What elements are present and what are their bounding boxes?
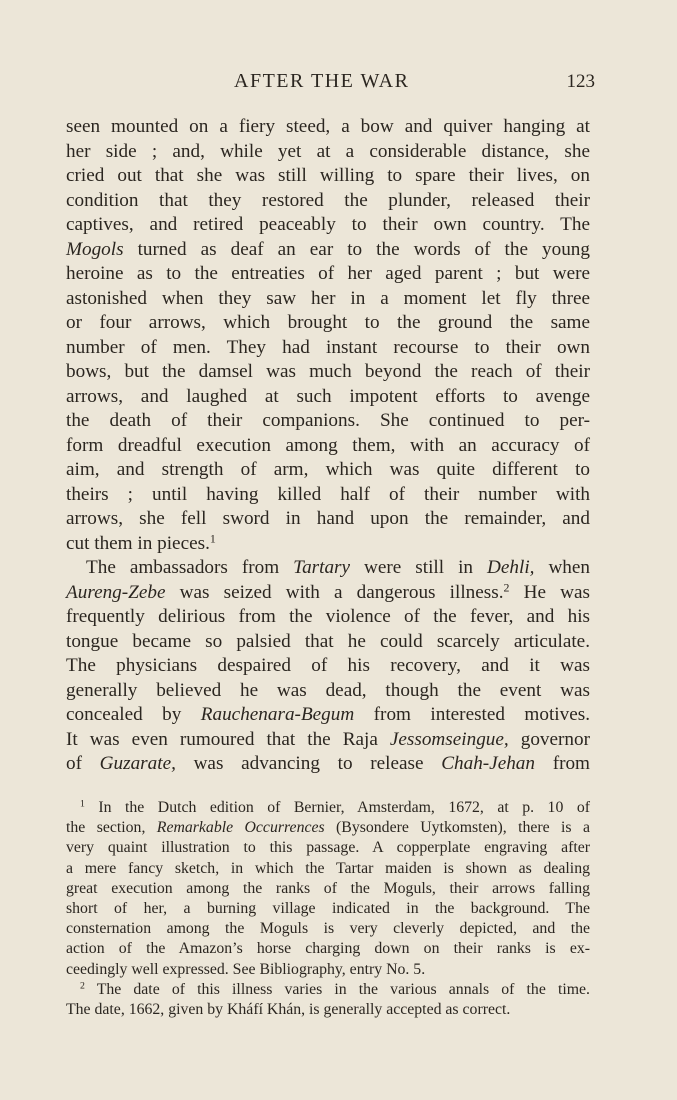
body-line: [66, 532, 590, 557]
footnote-text: (Bysondere Uytkomsten), there is a: [324, 819, 590, 837]
body-line: [66, 189, 590, 214]
body-text: Jessomseingue,: [389, 728, 509, 750]
running-head: AFTER THE WAR: [234, 70, 410, 92]
body-text: astonished when they saw her in a moment let fly three: [66, 287, 590, 309]
body-line: [66, 115, 590, 140]
body-text: of: [66, 753, 100, 774]
footnote-line: [66, 838, 590, 858]
body-text: tongue became so palsied that he could scarcely articulate.: [66, 630, 590, 652]
body-text: The physicians despaired of his recovery, and it was: [66, 655, 590, 676]
body-line: [66, 213, 590, 238]
body-line: [66, 728, 590, 753]
body-line: [66, 311, 590, 336]
body-line: [66, 238, 590, 263]
body-line: [66, 605, 590, 630]
body-text: governor: [508, 728, 590, 750]
body-line: [66, 483, 590, 508]
page-header: [0, 68, 677, 98]
body-line: [66, 581, 590, 606]
body-text: when: [534, 557, 591, 578]
body-text: captives, and retired peaceably to their own country. The: [66, 214, 590, 235]
body-text: the death of their companions. She continued to per-: [66, 410, 590, 431]
body-line: [66, 703, 590, 728]
body-text: generally believed he was dead, though the event was: [66, 679, 590, 701]
footnote-text: a mere fancy sketch, in which the Tartar maiden is shown as dealing: [66, 859, 590, 877]
body-text: her side ; and, while yet at a considerable distance, she: [66, 140, 590, 162]
body-text: bows, but the damsel was much beyond the reach of their: [66, 361, 590, 382]
footnote-line: [66, 1000, 590, 1020]
footnote-line: [66, 818, 590, 838]
footnote-line: [66, 919, 590, 939]
body-text: condition that they restored the plunder, released their: [66, 189, 590, 211]
body-line: [66, 287, 590, 312]
body-text: number of men. They had instant recourse to their own: [66, 336, 590, 358]
body-text: from interested motives.: [354, 704, 590, 725]
footnote-line: [66, 798, 590, 818]
footnote-marker: 1: [80, 798, 85, 810]
body-text: arrows, she fell sword in hand upon the remainder, and: [66, 508, 590, 529]
footnote-text: The date of this illness varies in the various annals of the time.: [84, 980, 590, 998]
footnotes: [66, 798, 590, 1020]
footnote-text: very quaint illustration to this passage. A copperplate engraving after: [66, 839, 590, 857]
body-text: aim, and strength of arm, which was quite different to: [66, 459, 590, 480]
footnote-line: [66, 980, 590, 1000]
body-line: [66, 458, 590, 483]
body-text: cried out that she was still willing to spare their lives, on: [66, 165, 590, 186]
body-text: frequently delirious from the violence of the fever, and his: [66, 606, 590, 627]
body-line: [66, 360, 590, 385]
body-text: from: [535, 753, 590, 774]
body-line: [66, 164, 590, 189]
footnote-line: [66, 939, 590, 959]
body-text: concealed by: [66, 704, 201, 725]
body-text: was advancing to release: [175, 753, 442, 774]
footnote-text: ceedingly well expressed. See Bibliography, entry No. 5.: [66, 960, 426, 978]
footnote-text: action of the Amazon’s horse charging down on their ranks is ex-: [66, 940, 590, 958]
body-line: [66, 752, 590, 777]
footnote-text: consternation among the Moguls is very cleverly depicted, and the: [66, 920, 590, 938]
body-line: [66, 434, 590, 459]
body-text: or four arrows, which brought to the ground the same: [66, 312, 590, 333]
footnote-text: Remarkable Occurrences: [156, 819, 325, 837]
body-line: [66, 385, 590, 410]
footnote-text: The date, 1662, given by Kháfí Khán, is generally accepted as correct.: [66, 1000, 511, 1018]
body-text: Dehli,: [487, 557, 535, 578]
body-text: arrows, and laughed at such impotent efforts to avenge: [66, 385, 590, 407]
footnote-line: [66, 879, 590, 899]
footnote-text: In the Dutch edition of Bernier, Amsterdam, 1672, at p. 10 of: [84, 799, 590, 816]
body-line: [66, 556, 590, 581]
body-text: Guzarate,: [99, 753, 176, 774]
footnote-marker: 2: [503, 579, 510, 594]
footnote-line: [66, 960, 590, 980]
body-line: [66, 336, 590, 361]
footnote-marker: 1: [209, 530, 216, 545]
body-text: Tartary: [293, 557, 351, 578]
body-text: was seized with a dangerous illness.: [165, 581, 504, 603]
body-text: were still in: [350, 557, 488, 578]
body-text: Rauchenara-Begum: [200, 704, 355, 725]
footnote-line: [66, 859, 590, 879]
body-text: seen mounted on a fiery steed, a bow and quiver hanging at: [66, 116, 590, 137]
footnote-text: the section,: [66, 819, 157, 837]
footnote-marker: 2: [80, 980, 85, 992]
body-text: cut them in pieces.: [66, 532, 210, 554]
page-number: 123: [566, 71, 595, 92]
body-line: [66, 140, 590, 165]
body-text: Aureng-Zebe: [66, 581, 166, 603]
body-line: [66, 679, 590, 704]
body-text: He was: [509, 581, 590, 603]
body-text: turned as deaf an ear to the words of the young: [123, 238, 590, 260]
body-text: Chah-Jehan: [441, 753, 535, 774]
body-line: [66, 507, 590, 532]
body-text: form dreadful execution among them, with an accuracy of: [66, 434, 590, 456]
body-text: It was even rumoured that the Raja: [66, 728, 390, 750]
body-line: [66, 654, 590, 679]
body-line: [66, 630, 590, 655]
body-text: The ambassadors from: [86, 557, 294, 578]
body-line: [66, 262, 590, 287]
footnote-line: [66, 899, 590, 919]
footnote-text: short of her, a burning village indicated in the background. The: [66, 899, 590, 917]
footnote-text: great execution among the ranks of the Moguls, their arrows falling: [66, 879, 590, 897]
body-text: [66, 115, 590, 777]
body-text: Mogols: [66, 238, 124, 260]
body-text: heroine as to the entreaties of her aged parent ; but were: [66, 263, 590, 284]
body-line: [66, 409, 590, 434]
body-text: theirs ; until having killed half of their number with: [66, 483, 590, 505]
